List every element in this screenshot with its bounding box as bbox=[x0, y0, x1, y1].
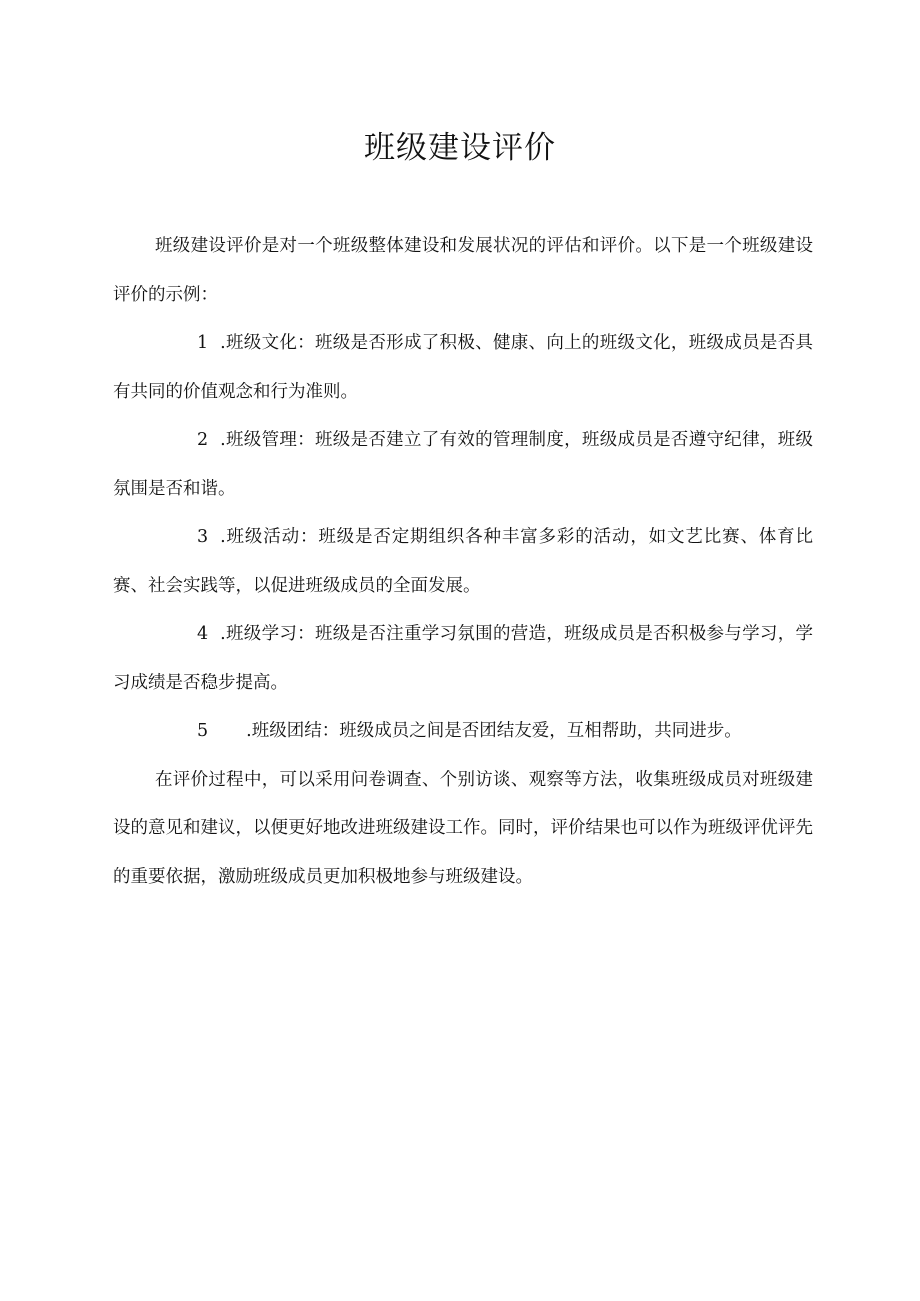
document-title: 班级建设评价 bbox=[364, 130, 556, 166]
item-number: 4 bbox=[197, 624, 209, 644]
document-body bbox=[113, 222, 813, 901]
item-text: .班级学习：班级是否注重学习氛围的营造，班级成员是否积极参与学习，学习成绩是否稳步提高。 bbox=[113, 624, 813, 693]
list-item bbox=[113, 513, 813, 610]
item-text: .班级文化：班级是否形成了积极、健康、向上的班级文化，班级成员是否具有共同的价值观念和行为准则。 bbox=[113, 333, 813, 402]
list-item bbox=[113, 707, 813, 756]
item-number: 1 bbox=[197, 333, 209, 353]
item-number: 2 bbox=[197, 430, 209, 450]
item-text: .班级团结：班级成员之间是否团结友爱，互相帮助，共同进步。 bbox=[246, 721, 742, 741]
item-text: .班级管理：班级是否建立了有效的管理制度，班级成员是否遵守纪律，班级氛围是否和谐。 bbox=[113, 430, 813, 499]
item-number: 3 bbox=[197, 527, 209, 547]
list-item bbox=[113, 610, 813, 707]
list-item bbox=[113, 416, 813, 513]
conclusion-paragraph: 在评价过程中，可以采用问卷调查、个别访谈、观察等方法，收集班级成员对班级建设的意见和建议，以便更好地改进班级建设工作。同时，评价结果也可以作为班级评优评先的重要依据，激励班级成员更加积极地参与班级建设。 bbox=[113, 769, 813, 887]
item-text: .班级活动：班级是否定期组织各种丰富多彩的活动，如文艺比赛、体育比赛、社会实践等，以促进班级成员的全面发展。 bbox=[113, 527, 813, 596]
list-item bbox=[113, 319, 813, 416]
item-number: 5 bbox=[197, 721, 209, 741]
intro-paragraph: 班级建设评价是对一个班级整体建设和发展状况的评估和评价。以下是一个班级建设评价的示例： bbox=[113, 236, 813, 305]
